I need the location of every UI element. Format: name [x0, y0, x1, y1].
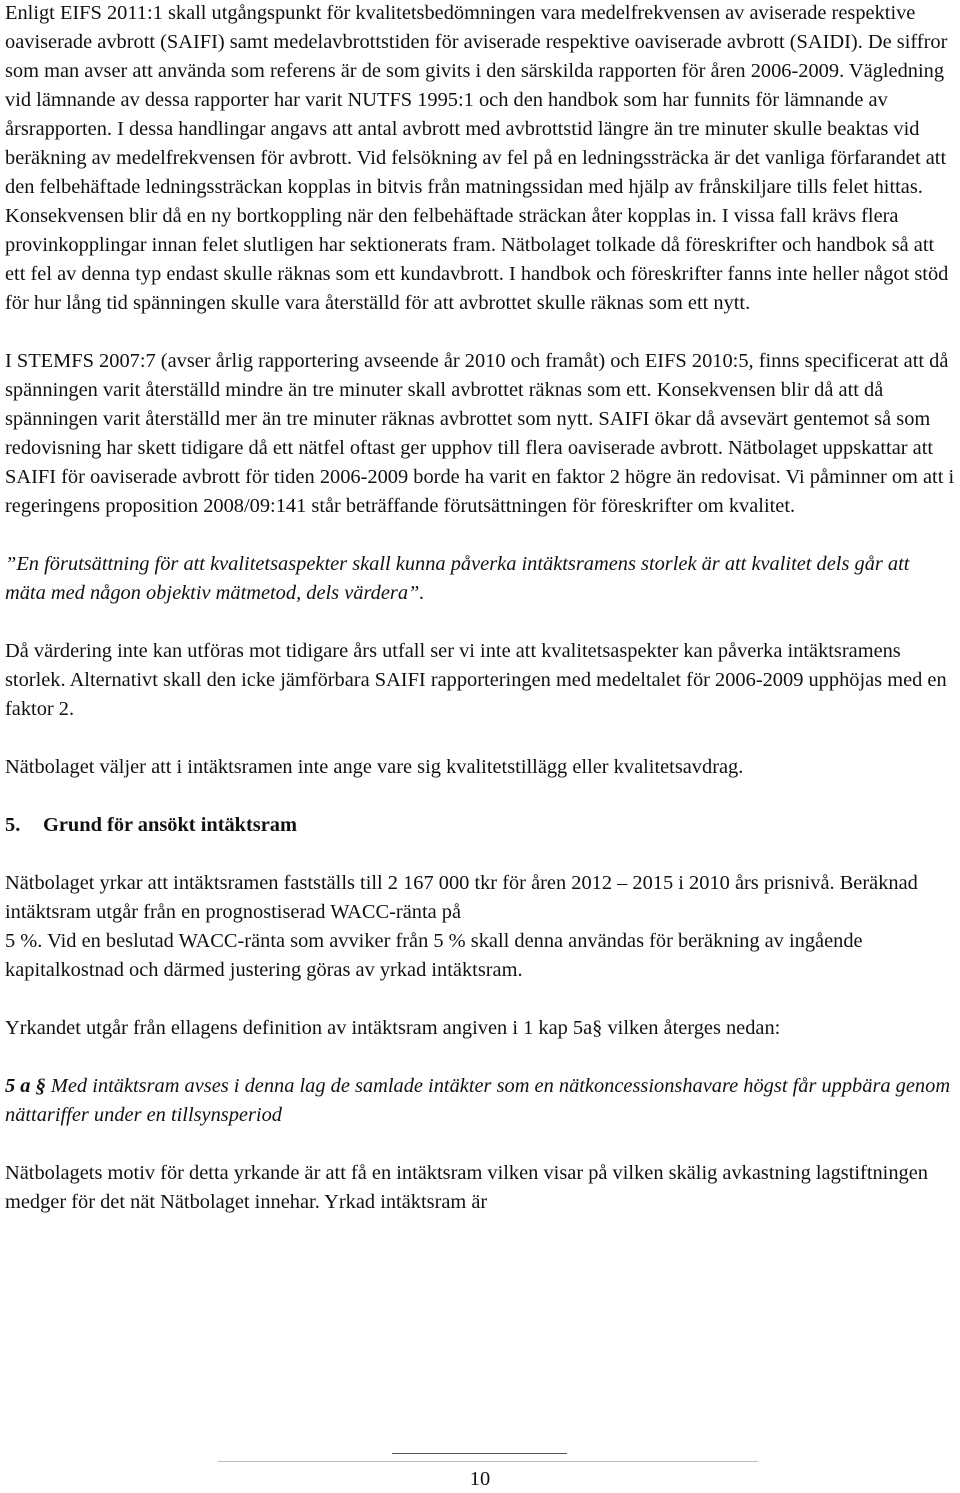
- quote-proposition: ”En förutsättning för att kvalitetsaspekter skall kunna påverka intäktsramens storlek är att kvalitet dels går att mäta med någon objektiv mätmetod, dels värdera”.: [5, 553, 910, 604]
- law-text: Med intäktsram avses i denna lag de samlade intäkter som en nätkoncessionshavare högst får uppbära genom nättariffer under en tillsynsperiod: [5, 1075, 951, 1126]
- paragraph-gap: [5, 608, 955, 637]
- document-page: [5, 0, 955, 1217]
- law-quote: [5, 1072, 955, 1130]
- paragraph-gap: [5, 1043, 955, 1072]
- paragraph-kvalitetstillagg: Nätbolaget väljer att i intäktsramen inte ange vare sig kvalitetstillägg eller kvalitetsavdrag.: [5, 756, 744, 778]
- footer-rule-short: [392, 1453, 567, 1454]
- paragraph-stemfs: I STEMFS 2007:7 (avser årlig rapportering avseende år 2010 och framåt) och EIFS 2010:5, finns specificerat att då spänningen varit återställd mindre än tre minuter skall avbrottet räknas som ett. Konsekvensen blir då att då spänningen varit återställd mer än tre minuter räknas avbrottet som nytt. SAIFI ökar då avsevärt gentemot så som redovisning har skett tidigare då ett nätfel oftast ger upphov till flera oaviserade avbrott. Nätbolaget uppskattar att SAIFI för oaviserade avbrott för tiden 2006-2009 borde ha varit en faktor 2 högre än redovisat. Vi påminner om att i regeringens proposition 2008/09:141 står beträffande förutsättningen för föreskrifter om kvalitet.: [5, 350, 955, 517]
- paragraph-yrkande-part1: Nätbolaget yrkar att intäktsramen fastställs till 2 167 000 tkr för åren 2012 – 2015 i 2010 års prisnivå. Beräknad intäktsram utgår från en prognostiserad WACC-ränta på: [5, 872, 918, 923]
- paragraph-yrkande-part2: 5 %. Vid en beslutad WACC-ränta som avviker från 5 % skall denna användas för beräkning av ingående kapitalkostnad och därmed justering göras av yrkad intäktsram.: [5, 930, 863, 981]
- section-heading: [5, 811, 955, 840]
- paragraph-saifi-saidi: Enligt EIFS 2011:1 skall utgångspunkt för kvalitetsbedömningen vara medelfrekvensen av aviserade respektive oaviserade avbrott (SAIFI) samt medelavbrottstiden för aviserade respektive oaviserade avbrott (SAIDI). De siffror som man avser att använda som referens är de som givits i den särskilda rapporten för åren 2006-2009. Vägledning vid lämnande av dessa rapporter har varit NUTFS 1995:1 och den handbok som har funnits för lämnande av årsrapporten. I dessa handlingar angavs att antal avbrott med avbrottstid längre än tre minuter skulle beaktas vid beräkning av medelfrekvensen för avbrott. Vid felsökning av fel på en ledningssträcka är det vanliga förfarandet att den felbehäftade ledningssträckan kopplas in bitvis från matningssidan med hjälp av frånskiljare tills felet hittas. Konsekvensen blir då en ny bortkoppling när den felbehäftade sträckan åter kopplas in. I vissa fall krävs flera provinkopplingar innan felet slutligen har sektionerats fram. Nätbolaget tolkade då föreskrifter och handbok så att ett fel av denna typ endast skulle räknas som ett kundavbrott. I handbok och föreskrifter fanns inte heller något stöd för hur lång tid spänningen skulle vara återställd för att avbrottet skulle räknas som ett nytt.: [5, 2, 949, 314]
- paragraph-gap: [5, 985, 955, 1014]
- paragraph-gap: [5, 782, 955, 811]
- page-number: 10: [469, 1468, 491, 1490]
- section-title: Grund för ansökt intäktsram: [43, 814, 297, 836]
- paragraph-gap: [5, 724, 955, 753]
- paragraph-gap: [5, 318, 955, 347]
- paragraph-gap: [5, 1130, 955, 1159]
- footer-rule: [218, 1461, 758, 1462]
- paragraph-ellagen: Yrkandet utgår från ellagens definition av intäktsram angiven i 1 kap 5a§ vilken återges nedan:: [5, 1017, 781, 1039]
- section-number: 5.: [5, 814, 21, 836]
- law-reference: 5 a §: [5, 1075, 46, 1097]
- paragraph-motiv: Nätbolagets motiv för detta yrkande är att få en intäktsram vilken visar på vilken skälig avkastning lagstiftningen medger för det nät Nätbolaget innehar. Yrkad intäktsram är: [5, 1162, 928, 1213]
- paragraph-gap: [5, 840, 955, 869]
- paragraph-gap: [5, 521, 955, 550]
- paragraph-yrkande: [5, 869, 955, 985]
- paragraph-vardering: Då värdering inte kan utföras mot tidigare års utfall ser vi inte att kvalitetsaspekter kan påverka intäktsramens storlek. Alternativt skall den icke jämförbara SAIFI rapporteringen med medeltalet för 2006-2009 upphöjas med en faktor 2.: [5, 640, 947, 720]
